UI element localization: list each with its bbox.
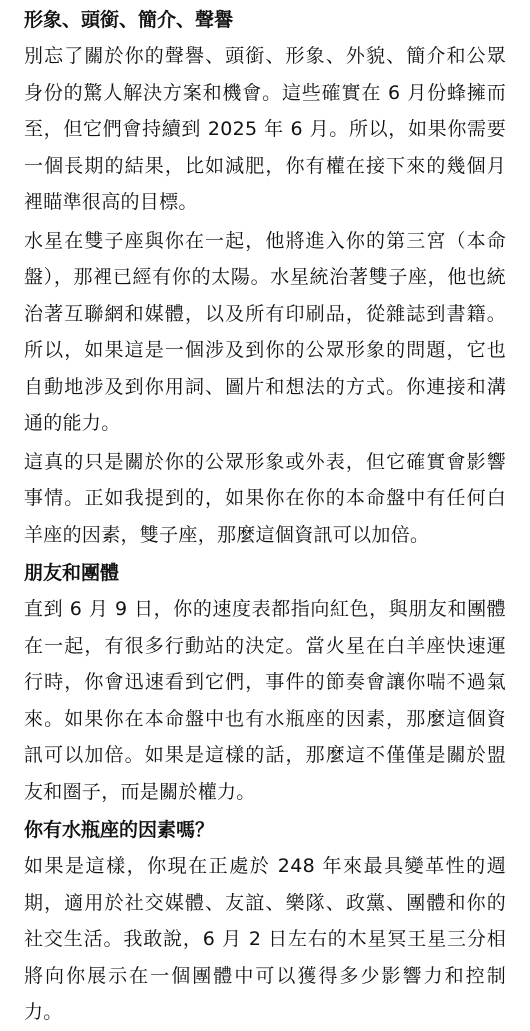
section-heading-friends-groups: 朋友和團體 [24,562,120,584]
section-heading-image-title: 形象、頭銜、簡介、聲譽 [24,9,234,31]
paragraph: 直到 6 月 9 日，你的速度表都指向紅色，與朋友和團體在一起，有很多行動站的決定。當火星在白羊座快速運行時，你會迅速看到它們，事件的節奏會讓你喘不過氣來。如果你在本命盤中也有水瓶座的因素，那麼這個資訊可以加倍。如果是這樣的話，那麼這不僅僅是關於盟友和圈子，而是關於權力。 [24,598,506,803]
section-heading-aquarius: 你有水瓶座的因素嗎？ [24,819,215,841]
paragraph: 水星在雙子座與你在一起，他將進入你的第三宮（本命盤），那裡已經有你的太陽。水星統治著雙子座，他也統治著互聯網和媒體，以及所有印刷品，從雜誌到書籍。所以，如果這是一個涉及到你的公眾形象的問題，它也自動地涉及到你用詞、圖片和想法的方式。你連接和溝通的能力。 [24,229,506,434]
paragraph: 如果是這樣，你現在正處於 248 年來最具變革性的週期，適用於社交媒體、友誼、樂隊、政黨、團體和你的社交生活。我敢說，6 月 2 日左右的木星冥王星三分相將向你展示在一個團體中可以獲得多少影響力和控制力。 [24,855,506,1023]
paragraph: 這真的只是關於你的公眾形象或外表，但它確實會影響事情。正如我提到的，如果你在你的本命盤中有任何白羊座的因素，雙子座，那麼這個資訊可以加倍。 [24,450,506,546]
paragraph: 別忘了關於你的聲譽、頭銜、形象、外貌、簡介和公眾身份的驚人解決方案和機會。這些確實在 6 月份蜂擁而至，但它們會持續到 2025 年 6 月。所以，如果你需要一個長期的結果，比如減肥，你有權在接下來的幾個月裡瞄準很高的目標。 [24,45,506,213]
